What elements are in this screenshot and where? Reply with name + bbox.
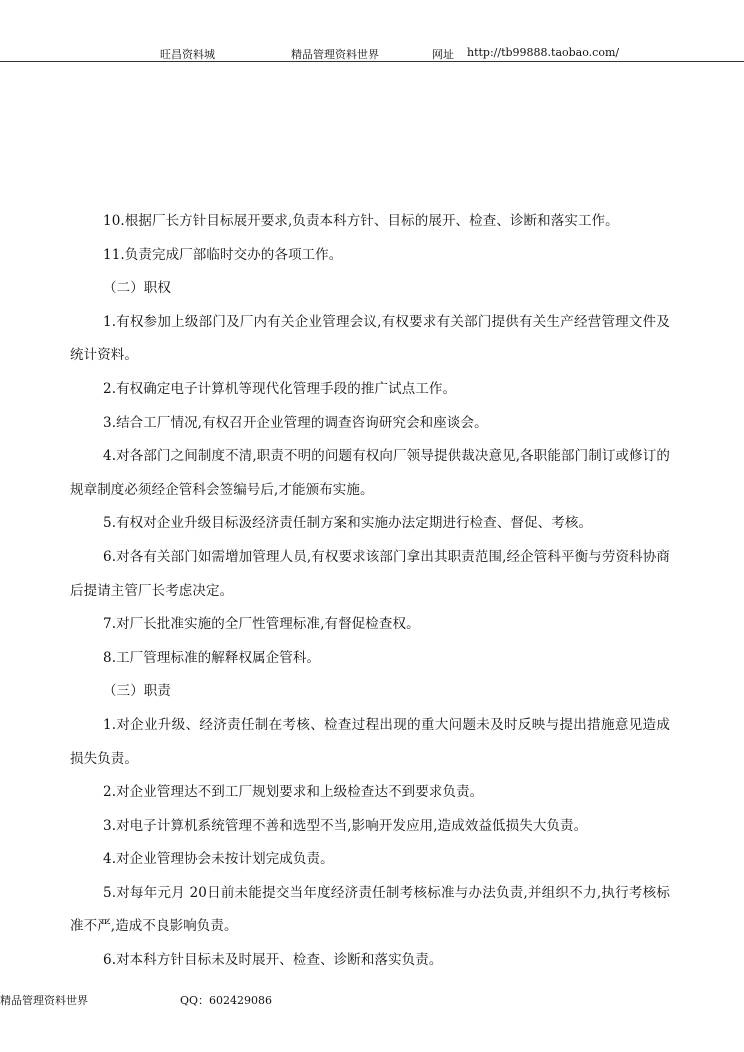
authority-item-4: 4.对各部门之间制度不清,职责不明的问题有权向厂领导提供裁决意见,各职能部门制订或修订的规章制度必须经企管科会签编号后,才能颁布实施。: [70, 448, 670, 498]
authority-item-3: 3.结合工厂情况,有权召开企业管理的调查咨询研究会和座谈会。: [103, 414, 488, 431]
header-site-name: 精品管理资料世界: [291, 48, 379, 61]
authority-item-1: 1.有权参加上级部门及厂内有关企业管理会议,有权要求有关部门提供有关生产经营管理文件及统计资料。: [70, 313, 670, 364]
responsibility-item-1: 1.对企业升级、经济责任制在考核、检查过程出现的重大问题未及时反映与提出措施意见造成损失负责。: [70, 716, 670, 767]
authority-item-2: 2.有权确定电子计算机等现代化管理手段的推广试点工作。: [103, 380, 457, 397]
responsibility-item-5: 5.对每年元月 20日前未能提交当年度经济责任制考核标准与办法负责,并组织不力,执行考核标准不严,造成不良影响负责。: [70, 884, 670, 935]
paragraph-11: 11.负责完成厂部临时交办的各项工作。: [103, 246, 343, 263]
authority-item-7: 7.对厂长批准实施的全厂性管理标准,有督促检查权。: [103, 616, 420, 633]
responsibility-item-3: 3.对电子计算机系统管理不善和选型不当,影响开发应用,造成效益低损失大负责。: [103, 817, 588, 834]
section-heading-responsibility: （三）职责: [103, 683, 171, 700]
paragraph-10: 10.根据厂长方针目标展开要求,负责本科方针、目标的展开、检查、诊断和落实工作。: [103, 213, 619, 229]
header-store-name: 旺昌资料城: [160, 48, 215, 61]
footer-site-name: 精品管理资料世界: [0, 994, 88, 1007]
document-body: [70, 205, 670, 978]
responsibility-item-6: 6.对本科方针目标未及时展开、检查、诊断和落实负责。: [103, 952, 443, 969]
header-url-label: 网址: [432, 48, 454, 61]
authority-item-8: 8.工厂管理标准的解释权属企管科。: [103, 649, 321, 666]
responsibility-item-2: 2.对企业管理达不到工厂规划要求和上级检查达不到要求负责。: [103, 784, 484, 801]
header-url-link[interactable]: http://tb99888.taobao.com/: [467, 46, 620, 59]
section-heading-authority: （二）职权: [103, 280, 171, 297]
authority-item-5: 5.有权对企业升级目标汲经济责任制方案和实施办法定期进行检查、督促、考核。: [103, 515, 593, 532]
authority-item-6: 6.对各有关部门如需增加管理人员,有权要求该部门拿出其职责范围,经企管科平衡与劳资科协商后提请主管厂长考虑决定。: [70, 548, 670, 599]
responsibility-item-4: 4.对企业管理协会未按计划完成负责。: [103, 851, 334, 868]
footer-qq: QQ：602429086: [180, 994, 273, 1007]
page-header: [0, 0, 744, 62]
